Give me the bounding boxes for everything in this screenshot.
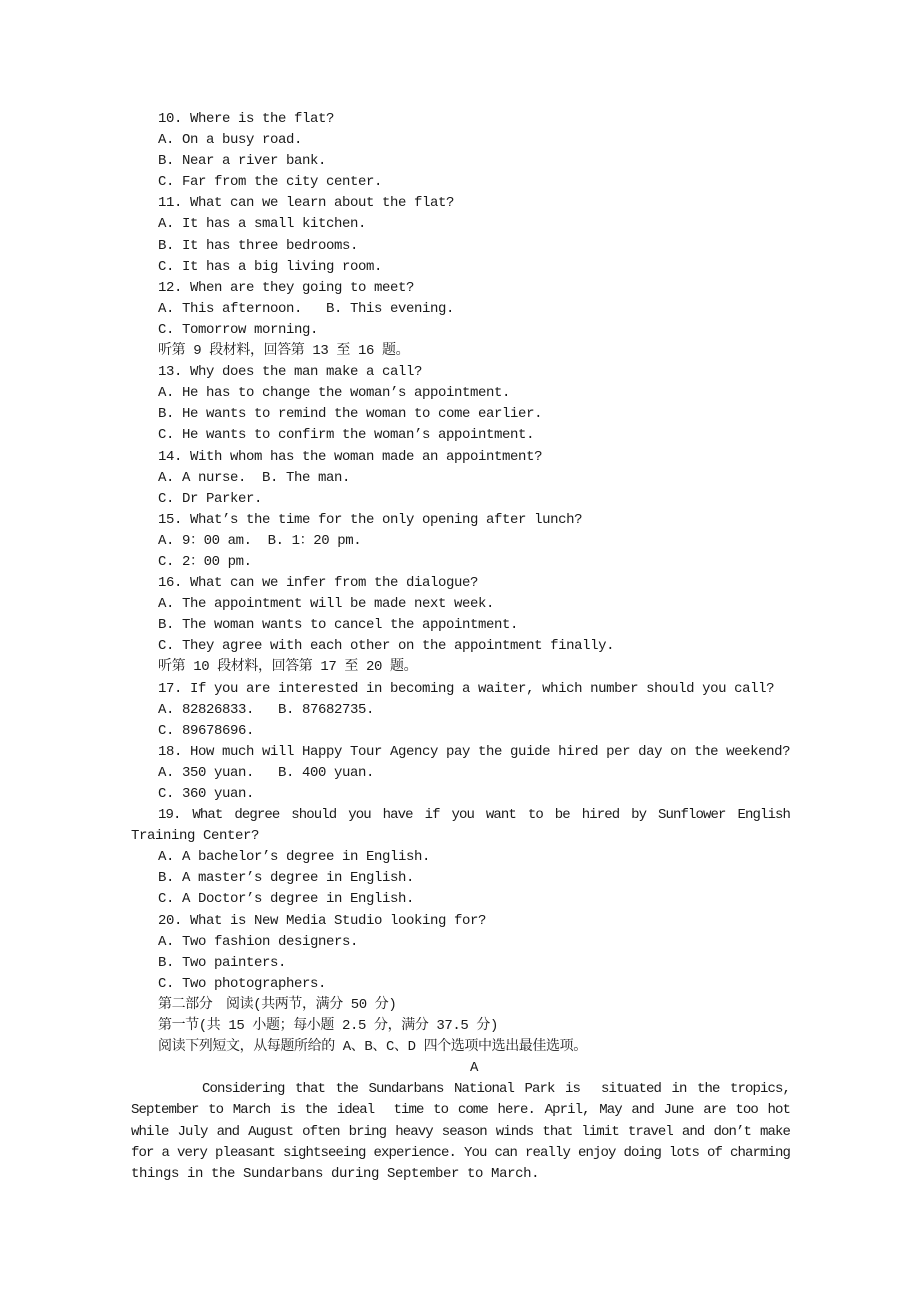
option-line: A. On a busy road. [158, 132, 303, 149]
question-line: 17. If you are interested in becoming a waiter, which number should you call? [158, 680, 775, 697]
option-line: B. It has three bedrooms. [158, 237, 359, 254]
section-reading-section-header [131, 995, 790, 1058]
passage-line: September to March is the ideal time to come here. April, May and June are too hot [131, 1102, 790, 1119]
passage-line: Considering that the Sundarbans National Park is situated in the tropics, [202, 1081, 790, 1098]
section-listening-questions [131, 109, 790, 995]
question-line: 18. How much will Happy Tour Agency pay the guide hired per day on the weekend? [158, 743, 791, 760]
option-line: A. A bachelor’s degree in English. [158, 849, 431, 866]
section-reading-passage-a [131, 1058, 790, 1185]
section-instruction: 阅读下列短文，从每题所给的 A、B、C、D 四个选项中选出最佳选项。 [158, 1039, 587, 1056]
option-line: C. It has a big living room. [158, 258, 383, 275]
option-line: C. 360 yuan. [158, 786, 255, 802]
option-line: C. They agree with each other on the appointment finally. [158, 638, 615, 655]
question-line: 14. With whom has the woman made an appointment? [158, 448, 543, 465]
option-line: C. Tomorrow morning. [158, 321, 319, 338]
passage-line: while July and August often bring heavy season winds that limit travel and don’t make [131, 1123, 790, 1140]
question-line: 20. What is New Media Studio looking for? [158, 912, 487, 929]
cn-material-cue: 听第 10 段材料，回答第 17 至 20 题。 [158, 659, 418, 676]
option-line: C. 89678696. [158, 722, 255, 739]
question-line: 13. Why does the man make a call? [158, 364, 423, 381]
section-heading: 第一节(共 15 小题；每小题 2.5 分，满分 37.5 分) [158, 1018, 499, 1035]
option-line: A. He has to change the woman’s appointment. [158, 385, 511, 402]
option-line: A. The appointment will be made next week. [158, 596, 495, 613]
document-content [131, 109, 790, 1185]
question-line: 15. What’s the time for the only opening after lunch? [158, 511, 583, 528]
option-line: B. A master’s degree in English. [158, 870, 415, 887]
question-line: 16. What can we infer from the dialogue? [158, 575, 479, 592]
option-line: C. Dr Parker. [158, 490, 263, 507]
option-line: A. 82826833. B. 87682735. [158, 701, 375, 718]
question-line: 19. What degree should you have if you want to be hired by Sunflower English [158, 807, 790, 824]
option-line: A. 350 yuan. B. 400 yuan. [158, 764, 375, 781]
option-line: C. He wants to confirm the woman’s appointment. [158, 427, 535, 444]
passage-label: A [469, 1060, 478, 1077]
passage-line: for a very pleasant sightseeing experience. You can really enjoy doing lots of charming [131, 1144, 790, 1161]
option-line: B. Two painters. [158, 954, 287, 971]
option-line: A. Two fashion designers. [158, 933, 359, 950]
option-line: C. 2：00 pm. [158, 553, 252, 570]
option-line: B. Near a river bank. [158, 153, 327, 170]
option-line: A. This afternoon. B. This evening. [158, 300, 455, 317]
option-line: B. The woman wants to cancel the appointment. [158, 617, 519, 634]
option-line: A. A nurse. B. The man. [158, 469, 351, 486]
question-line: 10. Where is the flat? [158, 111, 335, 127]
option-line: C. Far from the city center. [158, 174, 383, 191]
section-heading: 第二部分 阅读(共两节，满分 50 分) [158, 996, 397, 1013]
cn-material-cue: 听第 9 段材料，回答第 13 至 16 题。 [158, 343, 410, 360]
question-line: Training Center? [131, 828, 260, 845]
passage-line: things in the Sundarbans during September to March. [131, 1165, 540, 1182]
option-line: C. Two photographers. [158, 975, 327, 992]
option-line: C. A Doctor’s degree in English. [158, 891, 415, 908]
option-line: A. 9：00 am. B. 1：20 pm. [158, 532, 362, 549]
option-line: B. He wants to remind the woman to come earlier. [158, 406, 543, 423]
option-line: A. It has a small kitchen. [158, 216, 367, 233]
question-line: 12. When are they going to meet? [158, 279, 415, 296]
question-line: 11. What can we learn about the flat? [158, 195, 455, 212]
